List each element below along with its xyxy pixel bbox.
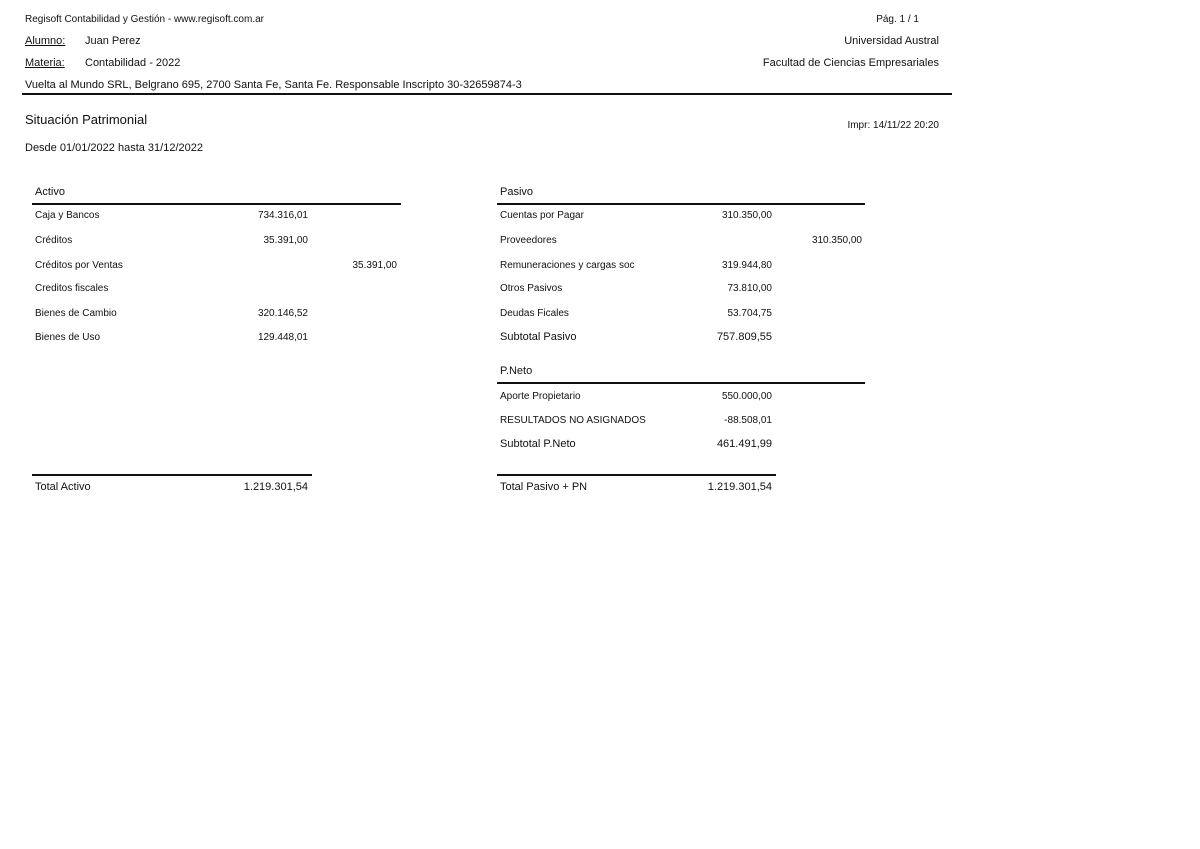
pasivo-row-label: Otros Pasivos [500,283,563,294]
alumno-value: Juan Perez [85,35,141,47]
pasivo-row-label: Cuentas por Pagar [500,210,584,221]
pasivo-row-amount: 319.944,80 [721,260,772,271]
pasivo-subtotal-value: 757.809,55 [716,331,772,343]
materia-label: Materia: [25,57,65,69]
university-name: Universidad Austral [844,35,939,47]
pasivo-subtotal-label: Subtotal Pasivo [500,331,577,343]
pneto-row-amount: 550.000,00 [721,391,772,402]
page-number: Pág. 1 / 1 [876,14,919,25]
activo-row-amount: 129.448,01 [257,332,308,343]
pneto-heading-rule [497,382,865,384]
faculty-name: Facultad de Ciencias Empresariales [762,57,939,69]
activo-heading-rule [32,203,401,205]
pasivo-row-label: Proveedores [500,235,557,246]
activo-row-total: 35.391,00 [352,260,397,271]
materia-value: Contabilidad - 2022 [85,57,181,69]
report-period: Desde 01/01/2022 hasta 31/12/2022 [25,142,203,154]
pneto-row-label: RESULTADOS NO ASIGNADOS [500,415,646,426]
software-name: Regisoft Contabilidad y Gestión - www.regisoft.com.ar [25,14,264,25]
activo-total-value: 1.219.301,54 [243,481,308,493]
company-info: Vuelta al Mundo SRL, Belgrano 695, 2700 Santa Fe, Santa Fe. Responsable Inscripto 30-32659874-3 [25,79,522,91]
activo-row-amount: 320.146,52 [257,308,308,319]
pneto-row-amount: -88.508,01 [724,415,772,426]
pasivo-pn-total-rule [497,474,776,476]
alumno-label: Alumno: [25,35,66,47]
activo-row-label: Créditos [35,235,73,246]
activo-heading: Activo [35,186,65,198]
pneto-row-label: Aporte Propietario [500,391,581,402]
pasivo-row-label: Remuneraciones y cargas soc [500,260,635,271]
print-date: Impr: 14/11/22 20:20 [847,120,939,131]
report-title: Situación Patrimonial [25,112,148,127]
pneto-subtotal-value: 461.491,99 [716,438,772,450]
activo-row-amount: 35.391,00 [263,235,308,246]
pasivo-heading-rule [497,203,865,205]
activo-row-label: Bienes de Uso [35,332,101,343]
pasivo-pn-total-value: 1.219.301,54 [707,481,772,493]
pasivo-heading: Pasivo [500,186,534,198]
activo-row-label: Bienes de Cambio [35,308,117,319]
pneto-subtotal-label: Subtotal P.Neto [500,438,576,450]
activo-row-label: Creditos fiscales [35,283,109,294]
pasivo-pn-total-label: Total Pasivo + PN [500,481,588,493]
pasivo-row-amount: 310.350,00 [721,210,772,221]
pasivo-row-total: 310.350,00 [811,235,862,246]
pasivo-row-amount: 53.704,75 [727,308,772,319]
activo-row-label: Créditos por Ventas [35,260,123,271]
activo-row-label: Caja y Bancos [35,210,100,221]
pasivo-row-label: Deudas Ficales [500,308,569,319]
pneto-heading: P.Neto [500,365,533,377]
activo-row-amount: 734.316,01 [257,210,308,221]
activo-total-rule [32,474,312,476]
activo-total-label: Total Activo [35,481,91,493]
header-divider [22,93,952,95]
pasivo-row-amount: 73.810,00 [727,283,772,294]
